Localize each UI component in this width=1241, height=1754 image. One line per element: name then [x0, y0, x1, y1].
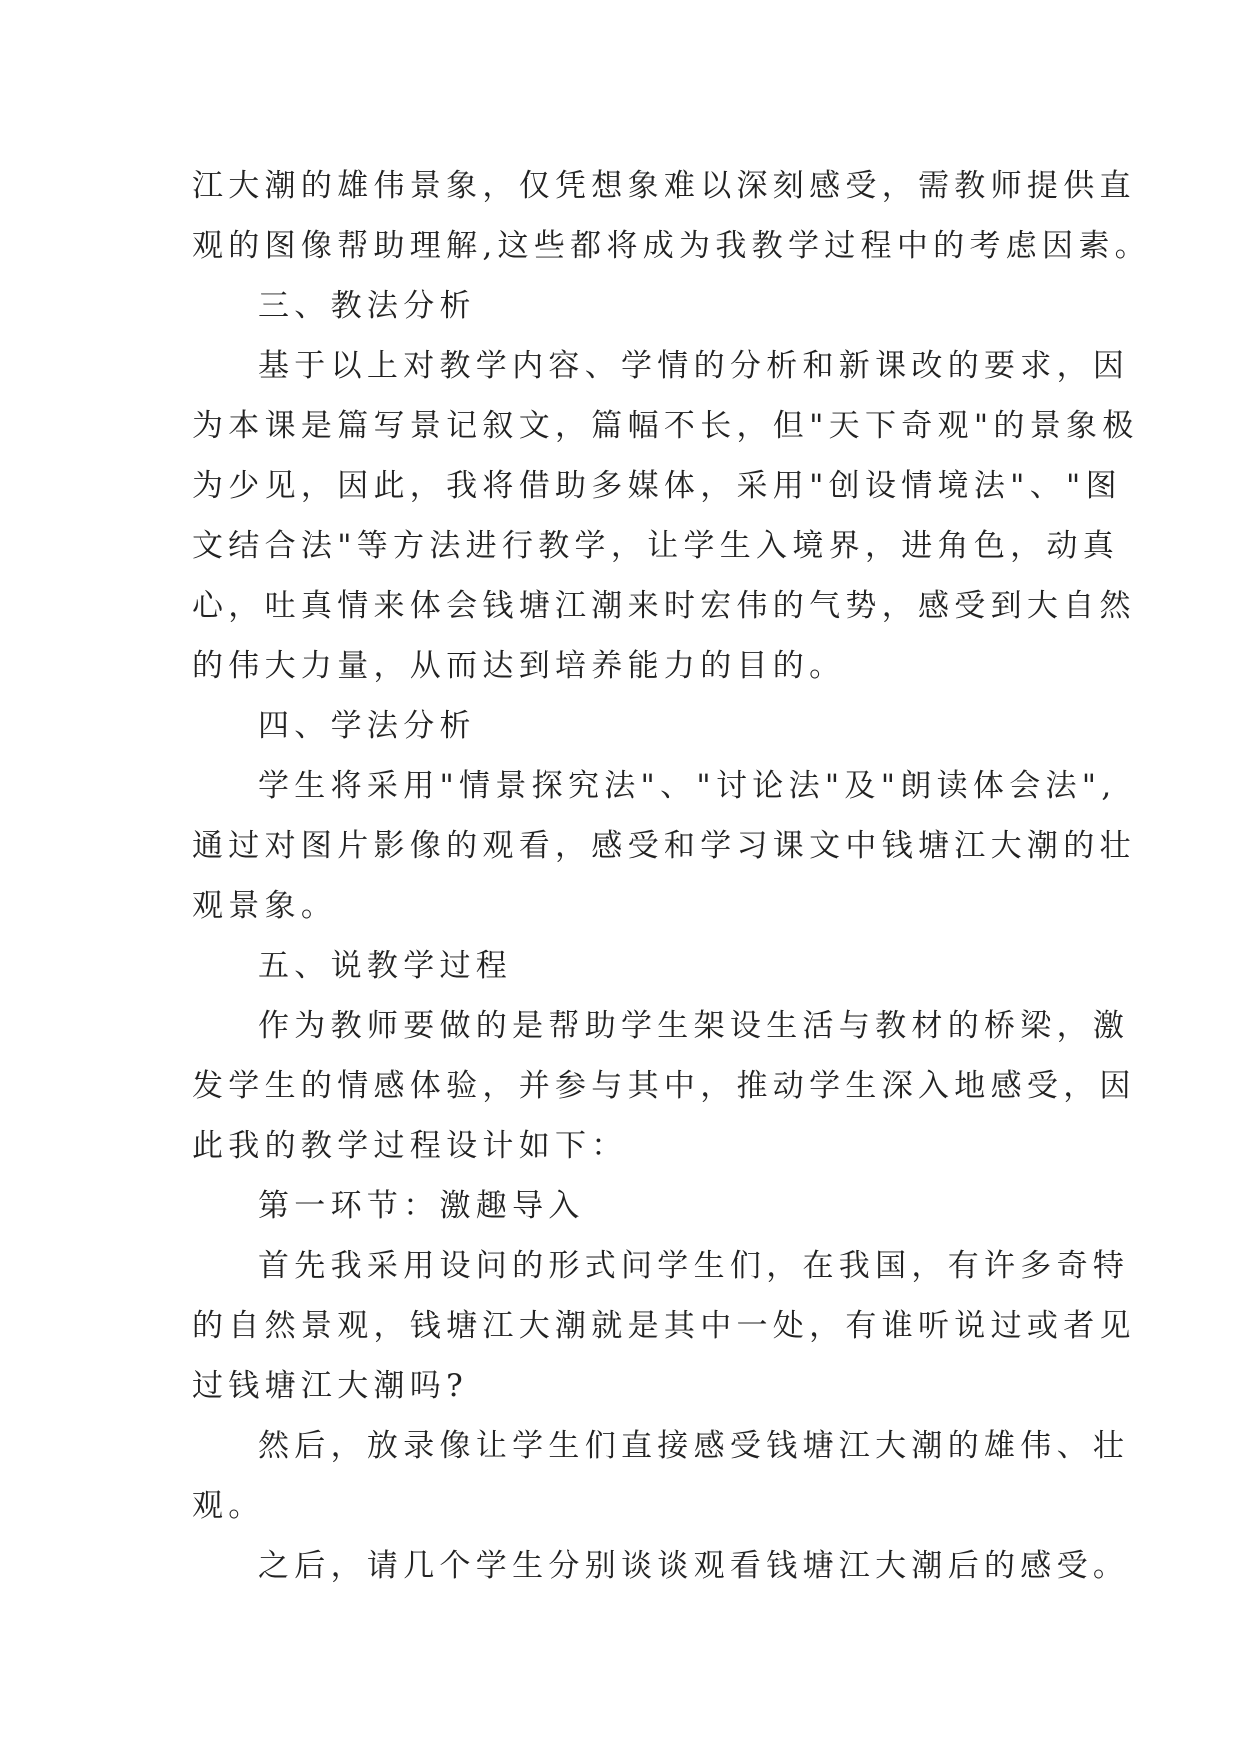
body-text-line: 之后，请几个学生分别谈谈观看钱塘江大潮后的感受。 [258, 1548, 1130, 1584]
body-text-line: 的伟大力量，从而达到培养能力的目的。 [192, 648, 846, 684]
body-text-line: 然后，放录像让学生们直接感受钱塘江大潮的雄伟、壮 [258, 1428, 1130, 1464]
body-text-line: 发学生的情感体验，并参与其中，推动学生深入地感受，因 [192, 1068, 1136, 1104]
section-heading: 五、说教学过程 [258, 948, 513, 984]
body-text-line: 通过对图片影像的观看，感受和学习课文中钱塘江大潮的壮 [192, 828, 1136, 864]
body-text-line: 观景象。 [192, 888, 338, 924]
body-text-line: 首先我采用设问的形式问学生们，在我国，有许多奇特 [258, 1248, 1130, 1284]
section-heading: 三、教法分析 [258, 288, 476, 324]
body-text-line: 为少见，因此，我将借助多媒体，采用"创设情境法"、"图 [192, 468, 1122, 504]
body-text-line: 江大潮的雄伟景象，仅凭想象难以深刻感受，需教师提供直 [192, 168, 1136, 204]
body-text-line: 心，吐真情来体会钱塘江潮来时宏伟的气势，感受到大自然 [192, 588, 1136, 624]
body-text-line: 基于以上对教学内容、学情的分析和新课改的要求，因 [258, 348, 1130, 384]
section-heading: 四、学法分析 [258, 708, 476, 744]
body-text-line: 学生将采用"情景探究法"、"讨论法"及"朗读体会法", [258, 768, 1117, 804]
body-text-line: 过钱塘江大潮吗? [192, 1368, 469, 1404]
subsection-heading: 第一环节：激趣导入 [258, 1188, 585, 1224]
body-text-line: 的自然景观，钱塘江大潮就是其中一处，有谁听说过或者见 [192, 1308, 1136, 1344]
body-text-line: 观。 [192, 1488, 265, 1524]
body-text-line: 文结合法"等方法进行教学，让学生入境界，进角色，动真 [192, 528, 1120, 564]
body-text-line: 作为教师要做的是帮助学生架设生活与教材的桥梁，激 [258, 1008, 1130, 1044]
body-text-line: 为本课是篇写景记叙文，篇幅不长，但"天下奇观"的景象极 [192, 408, 1139, 444]
body-text-line: 观的图像帮助理解,这些都将成为我教学过程中的考虑因素。 [192, 228, 1151, 264]
body-text-line: 此我的教学过程设计如下： [192, 1128, 628, 1164]
